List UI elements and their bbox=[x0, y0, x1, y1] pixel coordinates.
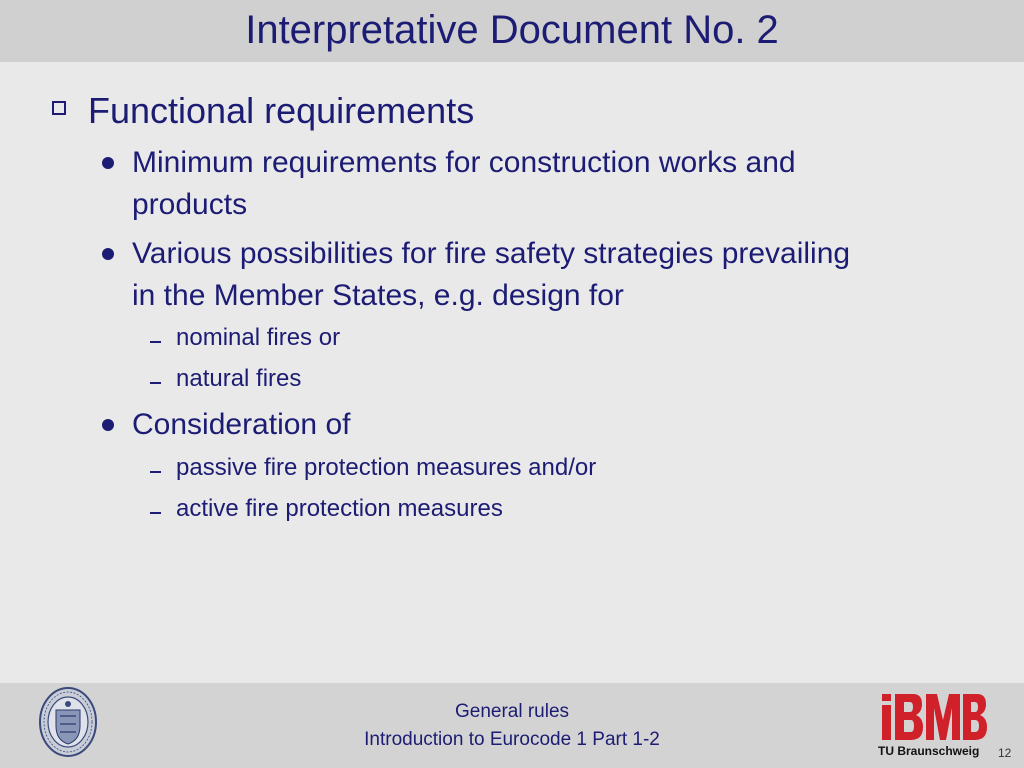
footer-subtitle: Introduction to Eurocode 1 Part 1-2 bbox=[364, 729, 660, 750]
bullet-2-line-1: Various possibilities for fire safety strategies prevailing bbox=[132, 237, 851, 270]
subitem-nominal-fires: nominal fires or bbox=[176, 324, 341, 351]
round-bullet-icon bbox=[102, 419, 114, 431]
page-number: 12 bbox=[998, 746, 1012, 760]
dash-bullet-icon bbox=[150, 382, 161, 384]
subitem-natural-fires: natural fires bbox=[176, 365, 302, 392]
heading-functional-requirements: Functional requirements bbox=[88, 90, 475, 131]
bullet-1-line-1: Minimum requirements for construction works and bbox=[132, 146, 796, 179]
footer-title: General rules bbox=[454, 701, 570, 722]
dash-bullet-icon bbox=[150, 341, 161, 343]
slide-title: Interpretative Document No. 2 bbox=[245, 8, 779, 52]
subitem-active-fire-protection: active fire protection measures bbox=[176, 495, 503, 522]
round-bullet-icon bbox=[102, 248, 114, 260]
ibmb-logo-icon bbox=[880, 692, 988, 742]
round-bullet-icon bbox=[102, 157, 114, 169]
bullet-2-line-2: in the Member States, e.g. design for bbox=[132, 279, 624, 312]
square-bullet-icon bbox=[52, 101, 66, 115]
logo-subtitle: TU Braunschweig bbox=[878, 744, 980, 758]
dash-bullet-icon bbox=[150, 471, 161, 473]
university-seal-icon bbox=[38, 686, 98, 758]
subitem-passive-fire-protection: passive fire protection measures and/or bbox=[176, 454, 597, 481]
bullet-3-line-1: Consideration of bbox=[132, 408, 351, 441]
dash-bullet-icon bbox=[150, 512, 161, 514]
bullet-1-line-2: products bbox=[132, 188, 248, 221]
